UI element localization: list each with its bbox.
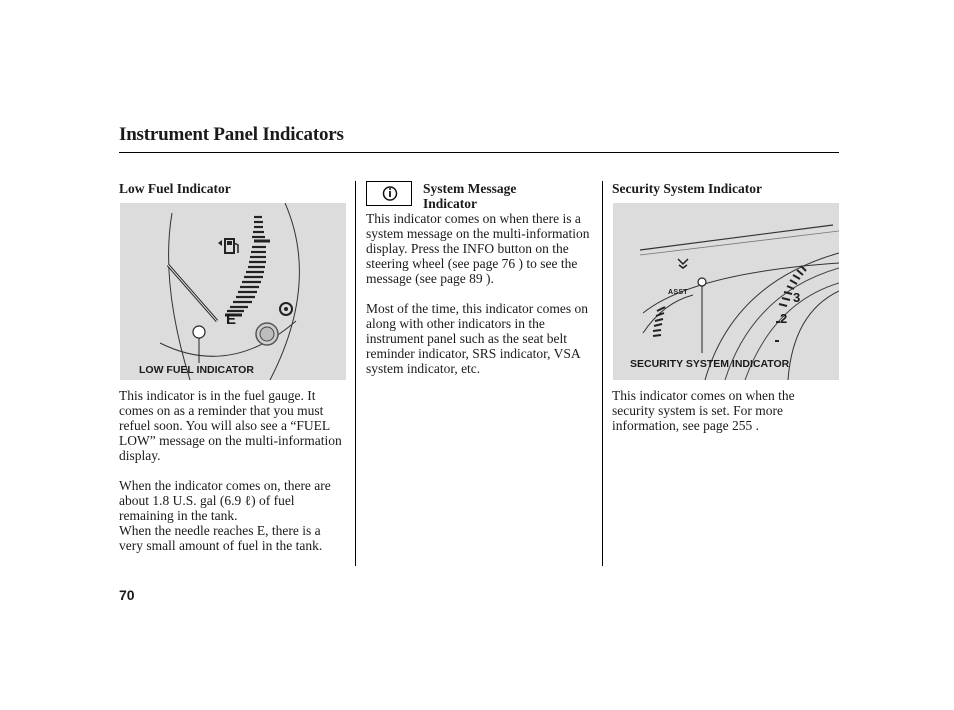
gear-number-3: 3 (793, 290, 801, 305)
system-message-heading: System Message Indicator (423, 181, 517, 211)
low-fuel-paragraph-2: When the indicator comes on, there are about 1.8 U.S. gal (6.9 ℓ) of fuel remaining in the tank. (119, 478, 331, 523)
page-title: Instrument Panel Indicators (119, 124, 344, 145)
system-message-text (366, 211, 594, 376)
low-fuel-heading: Low Fuel Indicator (119, 181, 231, 196)
page-number: 70 (119, 587, 135, 603)
empty-mark: E (226, 311, 237, 328)
security-text (612, 388, 838, 433)
security-light-icon (698, 278, 706, 286)
fuel-gauge-illustration (120, 203, 346, 380)
column-divider-right (602, 181, 603, 566)
security-paragraph-1: This indicator comes on when the security system is set. For more information, see page 255 . (612, 388, 795, 433)
asst-label: ASST (668, 289, 688, 296)
low-fuel-paragraph-1: This indicator is in the fuel gauge. It comes on as a reminder that you must refuel soon. You will also see a “FUEL LOW” message on the multi-information display. (119, 388, 342, 463)
security-heading: Security System Indicator (612, 181, 762, 196)
system-message-paragraph-2: Most of the time, this indicator comes on along with other indicators in the instrument panel such as the seat belt reminder indicator, SRS indicator, VSA system indicator, etc. (366, 301, 588, 376)
info-icon (367, 182, 411, 205)
security-figure (613, 203, 839, 380)
security-gauge-illustration (613, 203, 839, 380)
low-fuel-figure-label: LOW FUEL INDICATOR (139, 364, 254, 376)
engine-icon (280, 303, 292, 315)
lamp-icon (678, 259, 688, 268)
low-fuel-figure (120, 203, 346, 380)
low-fuel-light-icon (193, 326, 205, 338)
gear-number-2: 2 (780, 311, 788, 326)
fuel-pump-icon (218, 239, 238, 253)
security-figure-label: SECURITY SYSTEM INDICATOR (630, 358, 790, 370)
low-fuel-paragraph-3: When the needle reaches E, there is a very small amount of fuel in the tank. (119, 523, 323, 553)
system-message-icon-box (366, 181, 412, 206)
system-message-paragraph-1: This indicator comes on when there is a system message on the multi-information display. Press the INFO button on the steering wheel (see page 76 ) to see the message (see page 89 ). (366, 211, 590, 286)
column-divider-left (355, 181, 356, 566)
title-rule (119, 152, 839, 153)
low-fuel-text (119, 388, 345, 553)
